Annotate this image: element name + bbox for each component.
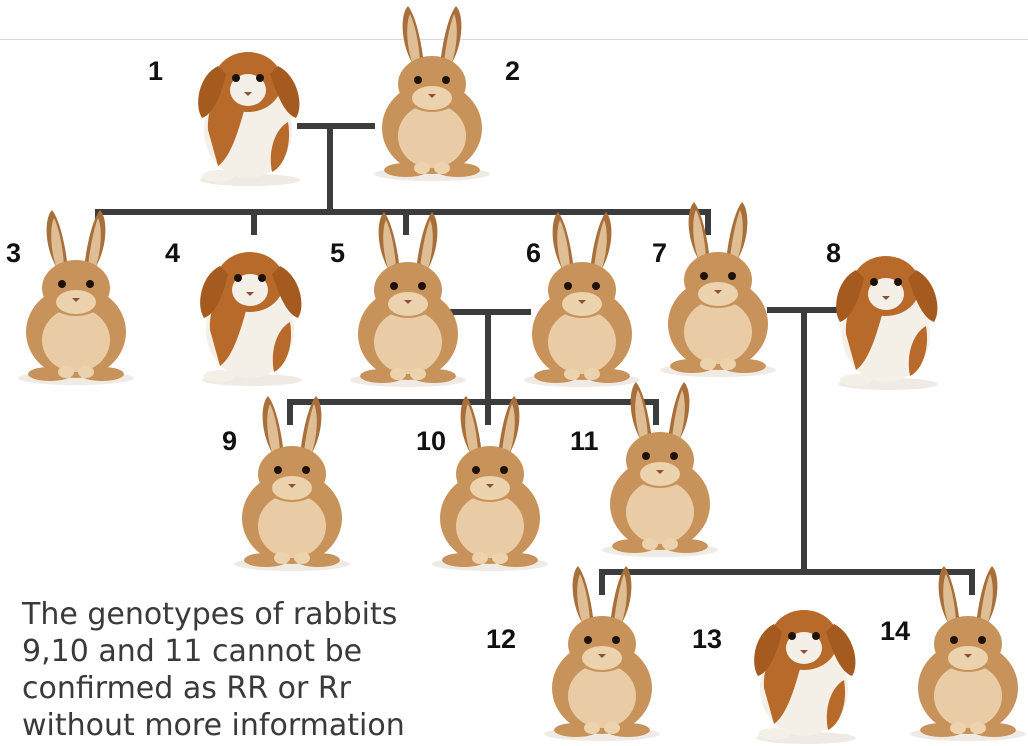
rabbit-9-image (230, 394, 354, 572)
rabbit-number-5: 5 (330, 238, 346, 268)
rabbit-number-14: 14 (880, 616, 911, 646)
note-line-4: without more information (22, 708, 405, 743)
rabbit-3-image (14, 208, 138, 386)
rabbit-11-image (598, 380, 722, 558)
rabbit-number-3: 3 (6, 238, 22, 268)
rabbit-number-2: 2 (505, 56, 521, 86)
rabbit-number-6: 6 (526, 238, 542, 268)
rabbit-number-12: 12 (486, 624, 517, 654)
rabbit-12-image (540, 564, 664, 742)
rabbit-number-10: 10 (416, 426, 447, 456)
rabbit-4-image (190, 226, 314, 386)
rabbit-number-8: 8 (826, 238, 842, 268)
rabbit-number-7: 7 (652, 238, 668, 268)
rabbit-number-4: 4 (165, 238, 181, 268)
note-line-2: 9,10 and 11 cannot be (22, 634, 363, 669)
rabbit-number-11: 11 (570, 426, 599, 456)
rabbit-8-image (826, 230, 950, 390)
rabbit-14-image (906, 564, 1028, 742)
genotype-note (22, 596, 462, 744)
rabbit-number-9: 9 (222, 426, 238, 456)
rabbit-2-image (370, 4, 494, 182)
rabbit-6-image (520, 210, 644, 388)
rabbit-number-13: 13 (692, 624, 723, 654)
rabbit-10-image (428, 394, 552, 572)
rabbit-number-1: 1 (148, 56, 164, 86)
rabbit-5-image (346, 210, 470, 388)
note-line-3: confirmed as RR or Rr (22, 671, 352, 706)
rabbit-1-image (188, 26, 312, 186)
note-line-1: The genotypes of rabbits (22, 597, 398, 632)
rabbit-7-image (656, 200, 780, 378)
rabbit-13-image (744, 584, 868, 744)
